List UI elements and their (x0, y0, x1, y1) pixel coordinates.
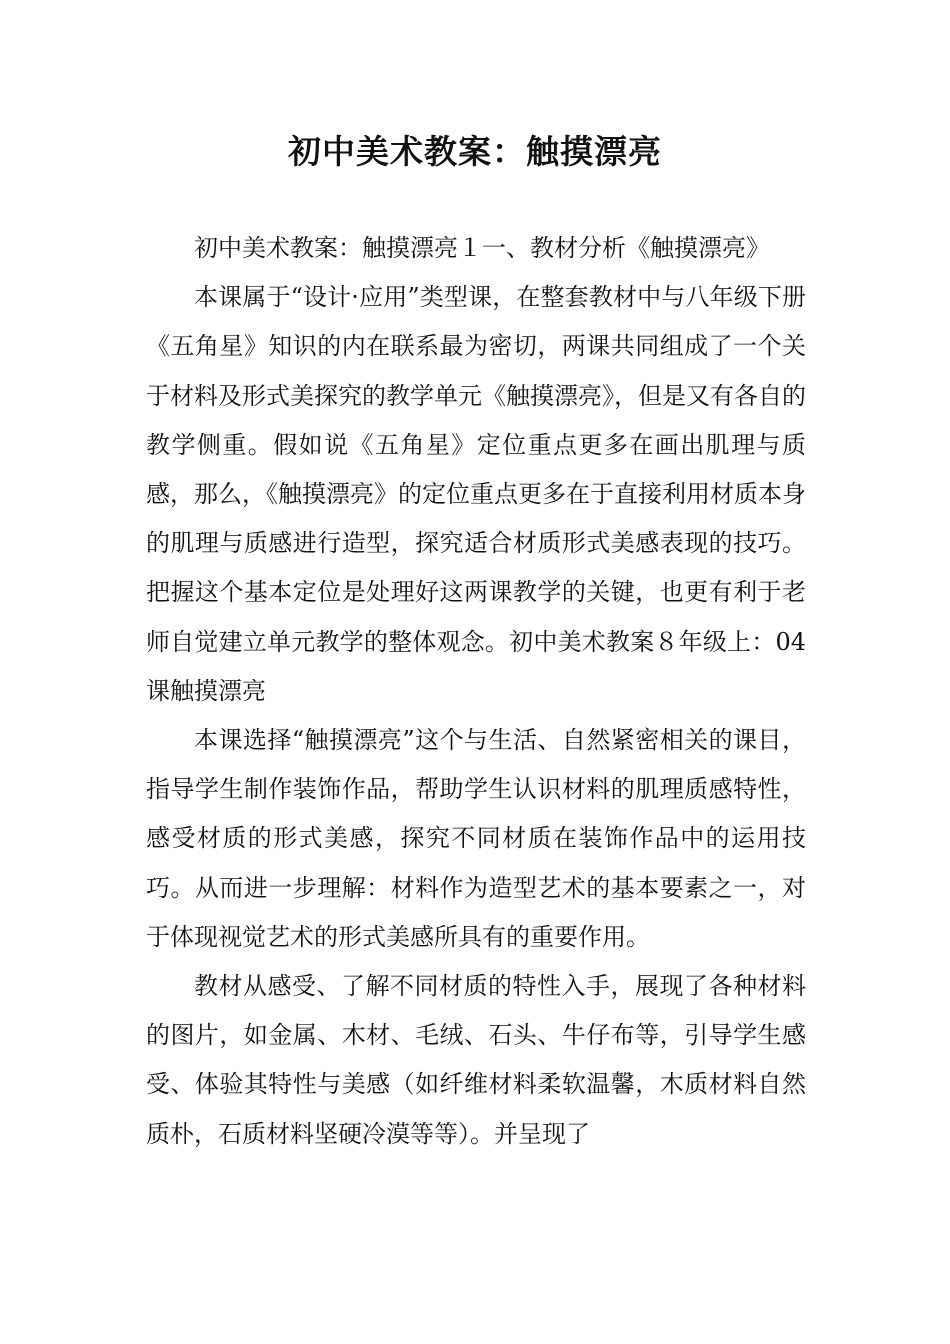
document-title: 初中美术教案：触摸漂亮 (288, 132, 662, 171)
paragraph-1: 初中美术教案：触摸漂亮１一、教材分析《触摸漂亮》 (194, 234, 770, 262)
paragraph-4: 教材从感受、了解不同材质的特性入手，展现了各种材料的图片，如金属、木材、毛绒、石头、牛仔布等，引导学生感受、体验其特性与美感（如纤维材料柔软温馨，木质材料自然质朴，石质材料坚硬冷漠等等）。并呈现了 (146, 972, 806, 1148)
paragraph-3: 本课选择“触摸漂亮”这个与生活、自然紧密相关的课目，指导学生制作装饰作品，帮助学生认识材料的肌理质感特性，感受材质的形式美感，探究不同材质在装饰作品中的运用技巧。从而进一步理解：材料作为造型艺术的基本要素之一，对于体现视觉艺术的形式美感所具有的重要作用。 (146, 726, 806, 951)
paragraph-2: 本课属于“设计·应用”类型课，在整套教材中与八年级下册《五角星》知识的内在联系最为密切，两课共同组成了一个关于材料及形式美探究的教学单元《触摸漂亮》，但是又有各自的教学侧重。假如说《五角星》定位重点更多在画出肌理与质感，那么，《触摸漂亮》的定位重点更多在于直接利用材质本身的肌理与质感进行造型，探究适合材质形式美感表现的技巧。把握这个基本定位是处理好这两课教学的关键，也更有利于老师自觉建立单元教学的整体观念。初中美术教案８年级上：04课触摸漂亮 (146, 283, 806, 705)
document-body (146, 224, 806, 1159)
